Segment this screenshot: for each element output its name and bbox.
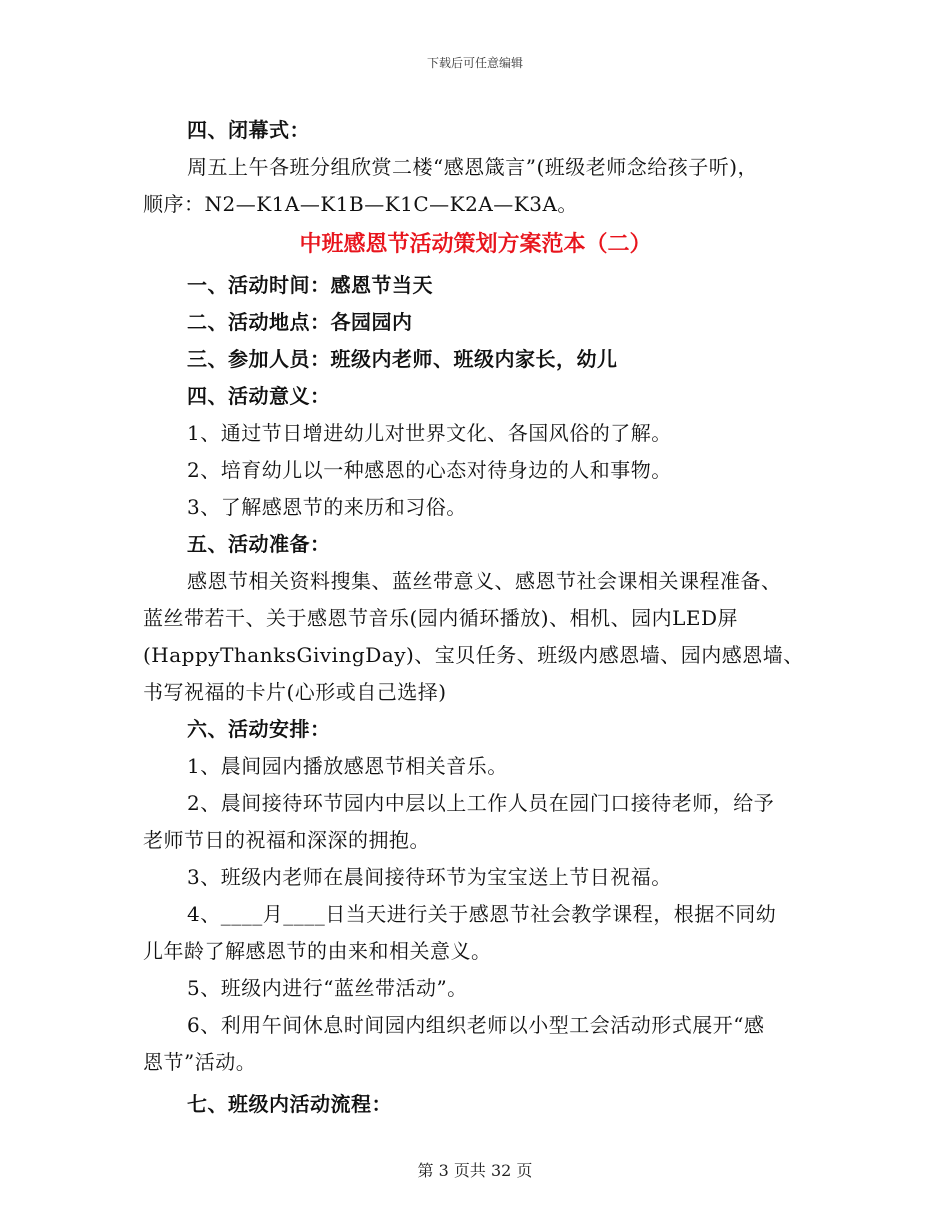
section-time: 一、活动时间：感恩节当天 — [187, 273, 433, 297]
closing-line-2: 顺序：N2—K1A—K1B—K1C—K2A—K3A。 — [143, 192, 578, 216]
document-body — [143, 112, 808, 1123]
preparation-line: (HappyThanksGivingDay)、宝贝任务、班级内感恩墙、园内感恩墙、 — [143, 643, 804, 667]
closing-heading: 四、闭幕式： — [187, 118, 310, 142]
meaning-item: 1、通过节日增进幼儿对世界文化、各国风俗的了解。 — [187, 421, 672, 445]
arrangement-item-2-cont: 老师节日的祝福和深深的拥抱。 — [143, 828, 430, 852]
preparation-line: 蓝丝带若干、关于感恩节音乐(园内循环播放)、相机、园内LED屏 — [143, 606, 739, 630]
closing-line-1: 周五上午各班分组欣赏二楼“感恩箴言”(班级老师念给孩子听)， — [187, 155, 759, 179]
arrangement-item-2: 2、晨间接待环节园内中层以上工作人员在园门口接待老师，给予 — [187, 791, 775, 815]
meaning-item: 3、了解感恩节的来历和习俗。 — [187, 495, 467, 519]
arrangement-item-4-cont: 儿年龄了解感恩节的由来和相关意义。 — [143, 939, 492, 963]
meaning-item: 2、培育幼儿以一种感恩的心态对待身边的人和事物。 — [187, 458, 672, 482]
page-header-note: 下载后可任意编辑 — [426, 56, 523, 70]
arrangement-item-4: 4、____月____日当天进行关于感恩节社会教学课程，根据不同幼 — [187, 902, 777, 926]
section-preparation-heading: 五、活动准备： — [187, 532, 331, 556]
document-title: 中班感恩节活动策划方案范本（二） — [299, 232, 652, 257]
arrangement-item-6-cont: 恩节”活动。 — [143, 1050, 257, 1074]
section-class-flow-heading: 七、班级内活动流程： — [187, 1092, 392, 1116]
section-participants: 三、参加人员：班级内老师、班级内家长，幼儿 — [187, 347, 618, 371]
arrangement-item-3: 3、班级内老师在晨间接待环节为宝宝送上节日祝福。 — [187, 865, 672, 889]
preparation-line: 感恩节相关资料搜集、蓝丝带意义、感恩节社会课相关课程准备、 — [187, 569, 782, 593]
section-meaning-heading: 四、活动意义： — [187, 384, 331, 408]
arrangement-item-1: 1、晨间园内播放感恩节相关音乐。 — [187, 754, 508, 778]
arrangement-item-6: 6、利用午间休息时间园内组织老师以小型工会活动形式展开“感 — [187, 1013, 765, 1037]
section-location: 二、活动地点：各园园内 — [187, 310, 413, 334]
section-arrangement-heading: 六、活动安排： — [187, 717, 331, 741]
preparation-line: 书写祝福的卡片(心形或自己选择) — [143, 680, 447, 704]
page-footer-note: 第 3 页共 32 页 — [417, 1161, 533, 1180]
arrangement-item-5: 5、班级内进行“蓝丝带活动”。 — [187, 976, 468, 1000]
